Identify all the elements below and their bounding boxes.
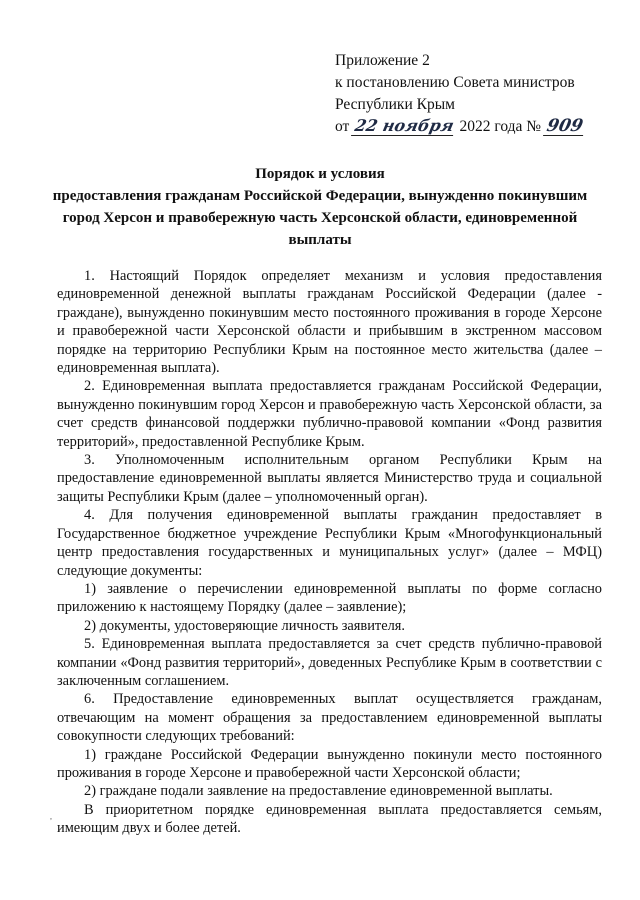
date-prefix: от (335, 118, 350, 135)
document-title (30, 163, 610, 251)
title-line-1: Порядок и условия (255, 166, 385, 182)
document-body (57, 267, 602, 838)
year-text: 2022 года № (459, 118, 542, 135)
paragraph-4-item-1: 1) заявление о перечислении единовременной выплаты по форме согласно приложению к настоящему Порядку (далее – заявление); (57, 580, 602, 616)
appendix-republic: Республики Крым (335, 96, 455, 113)
title-line-4: выплаты (288, 232, 352, 248)
paragraph-2: 2. Единовременная выплата предоставляется гражданам Российской Федерации, вынужденно покинувшим город Херсон и правобережную часть Херсонской области, за счет средств финансовой поддержки публично-правовой компании «Фонд развития территорий», предоставленной Республике Крым. (57, 378, 602, 450)
paragraph-6-item-2: 2) граждане подали заявление на предоставление единовременной выплаты. (84, 783, 553, 800)
paragraph-4-item-2: 2) документы, удостоверяющие личность заявителя. (84, 617, 405, 634)
title-line-3: город Херсон и правобережную часть Херсонской области, единовременной (62, 210, 578, 226)
paragraph-priority: В приоритетном порядке единовременная выплата предоставляется семьям, имеющим двух и более детей. (57, 801, 602, 837)
appendix-date-line (335, 116, 625, 138)
paragraph-6: 6. Предоставление единовременных выплат осуществляется гражданам, отвечающим на момент обращения за предоставлением единовременной выплаты совокупности следующих требований: (57, 691, 602, 745)
appendix-number: Приложение 2 (335, 52, 430, 69)
paragraph-1: 1. Настоящий Порядок определяет механизм и условия предоставления единовременной денежной выплаты гражданам Российской Федерации (далее - граждане), вынужденно покинувшим место постоянного проживания в городе Херсоне и правобережной части Херсонской области и прибывшим в экстренном массовом порядке на территорию Республики Крым на постоянное место жительства (далее – единовременная выплата). (57, 268, 602, 377)
appendix-header (335, 50, 625, 138)
appendix-resolution: к постановлению Совета министров (335, 74, 575, 91)
stray-mark: , (50, 812, 52, 821)
paragraph-5: 5. Единовременная выплата предоставляется за счет средств публично-правовой компании «Фонд развития территорий», доведенных Республике Крым в соответствии с заключенным соглашением. (57, 636, 602, 689)
paragraph-3: 3. Уполномоченным исполнительным органом Республики Крым на предоставление единовременной выплаты является Министерство труда и социальной защиты Республики Крым (далее – уполномоченный орган). (57, 452, 602, 505)
handwritten-number: 909 (544, 116, 585, 136)
title-line-2: предоставления гражданам Российской Федерации, вынужденно покинувшим (52, 188, 588, 204)
paragraph-4: 4. Для получения единовременной выплаты гражданин предоставляет в Государственное бюджетное учреждение Республики Крым «Многофункциональный центр предоставления государственных и муниципальных услуг» (далее – МФЦ) следующие документы: (57, 507, 602, 579)
handwritten-date: 22 ноября (351, 117, 457, 136)
paragraph-6-item-1: 1) граждане Российской Федерации вынужденно покинули место постоянного проживания в городе Херсоне и правобережной части Херсонской области; (57, 746, 602, 781)
